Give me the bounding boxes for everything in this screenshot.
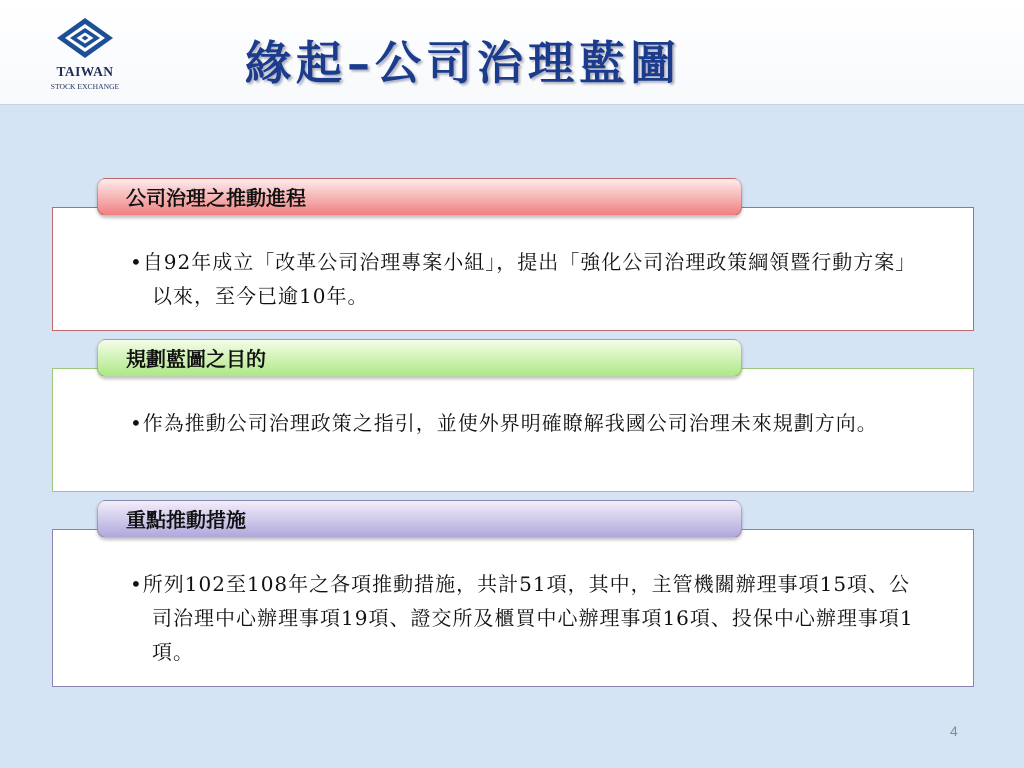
- section-1-heading: 公司治理之推動進程: [97, 178, 742, 216]
- taiwan-stock-exchange-logo: [42, 16, 128, 94]
- section-1-bullet: •自92年成立「改革公司治理專案小組」，提出「強化公司治理政策綱領暨行動方案」以來，至今已逾10年。: [130, 250, 917, 308]
- section-2-bullet: •作為推動公司治理政策之指引，並使外界明確瞭解我國公司治理未來規劃方向。: [130, 411, 878, 435]
- section-2-heading: 規劃藍圖之目的: [97, 339, 742, 377]
- logo-text-stock-exchange: STOCK EXCHANGE: [50, 82, 120, 91]
- page-number: 4: [950, 723, 958, 739]
- tse-emblem-icon: [55, 16, 115, 60]
- logo-text-taiwan: TAIWAN: [56, 64, 114, 79]
- slide-title: 緣起–公司治理藍圖: [245, 36, 681, 90]
- section-3-heading: 重點推動措施: [97, 500, 742, 538]
- section-3-bullet: •所列102至108年之各項推動措施，共計51項，其中，主管機關辦理事項15項、公司治理中心辦理事項19項、證交所及櫃買中心辦理事項16項、投保中心辦理事項1項。: [130, 572, 914, 664]
- slide-header: [0, 0, 1024, 105]
